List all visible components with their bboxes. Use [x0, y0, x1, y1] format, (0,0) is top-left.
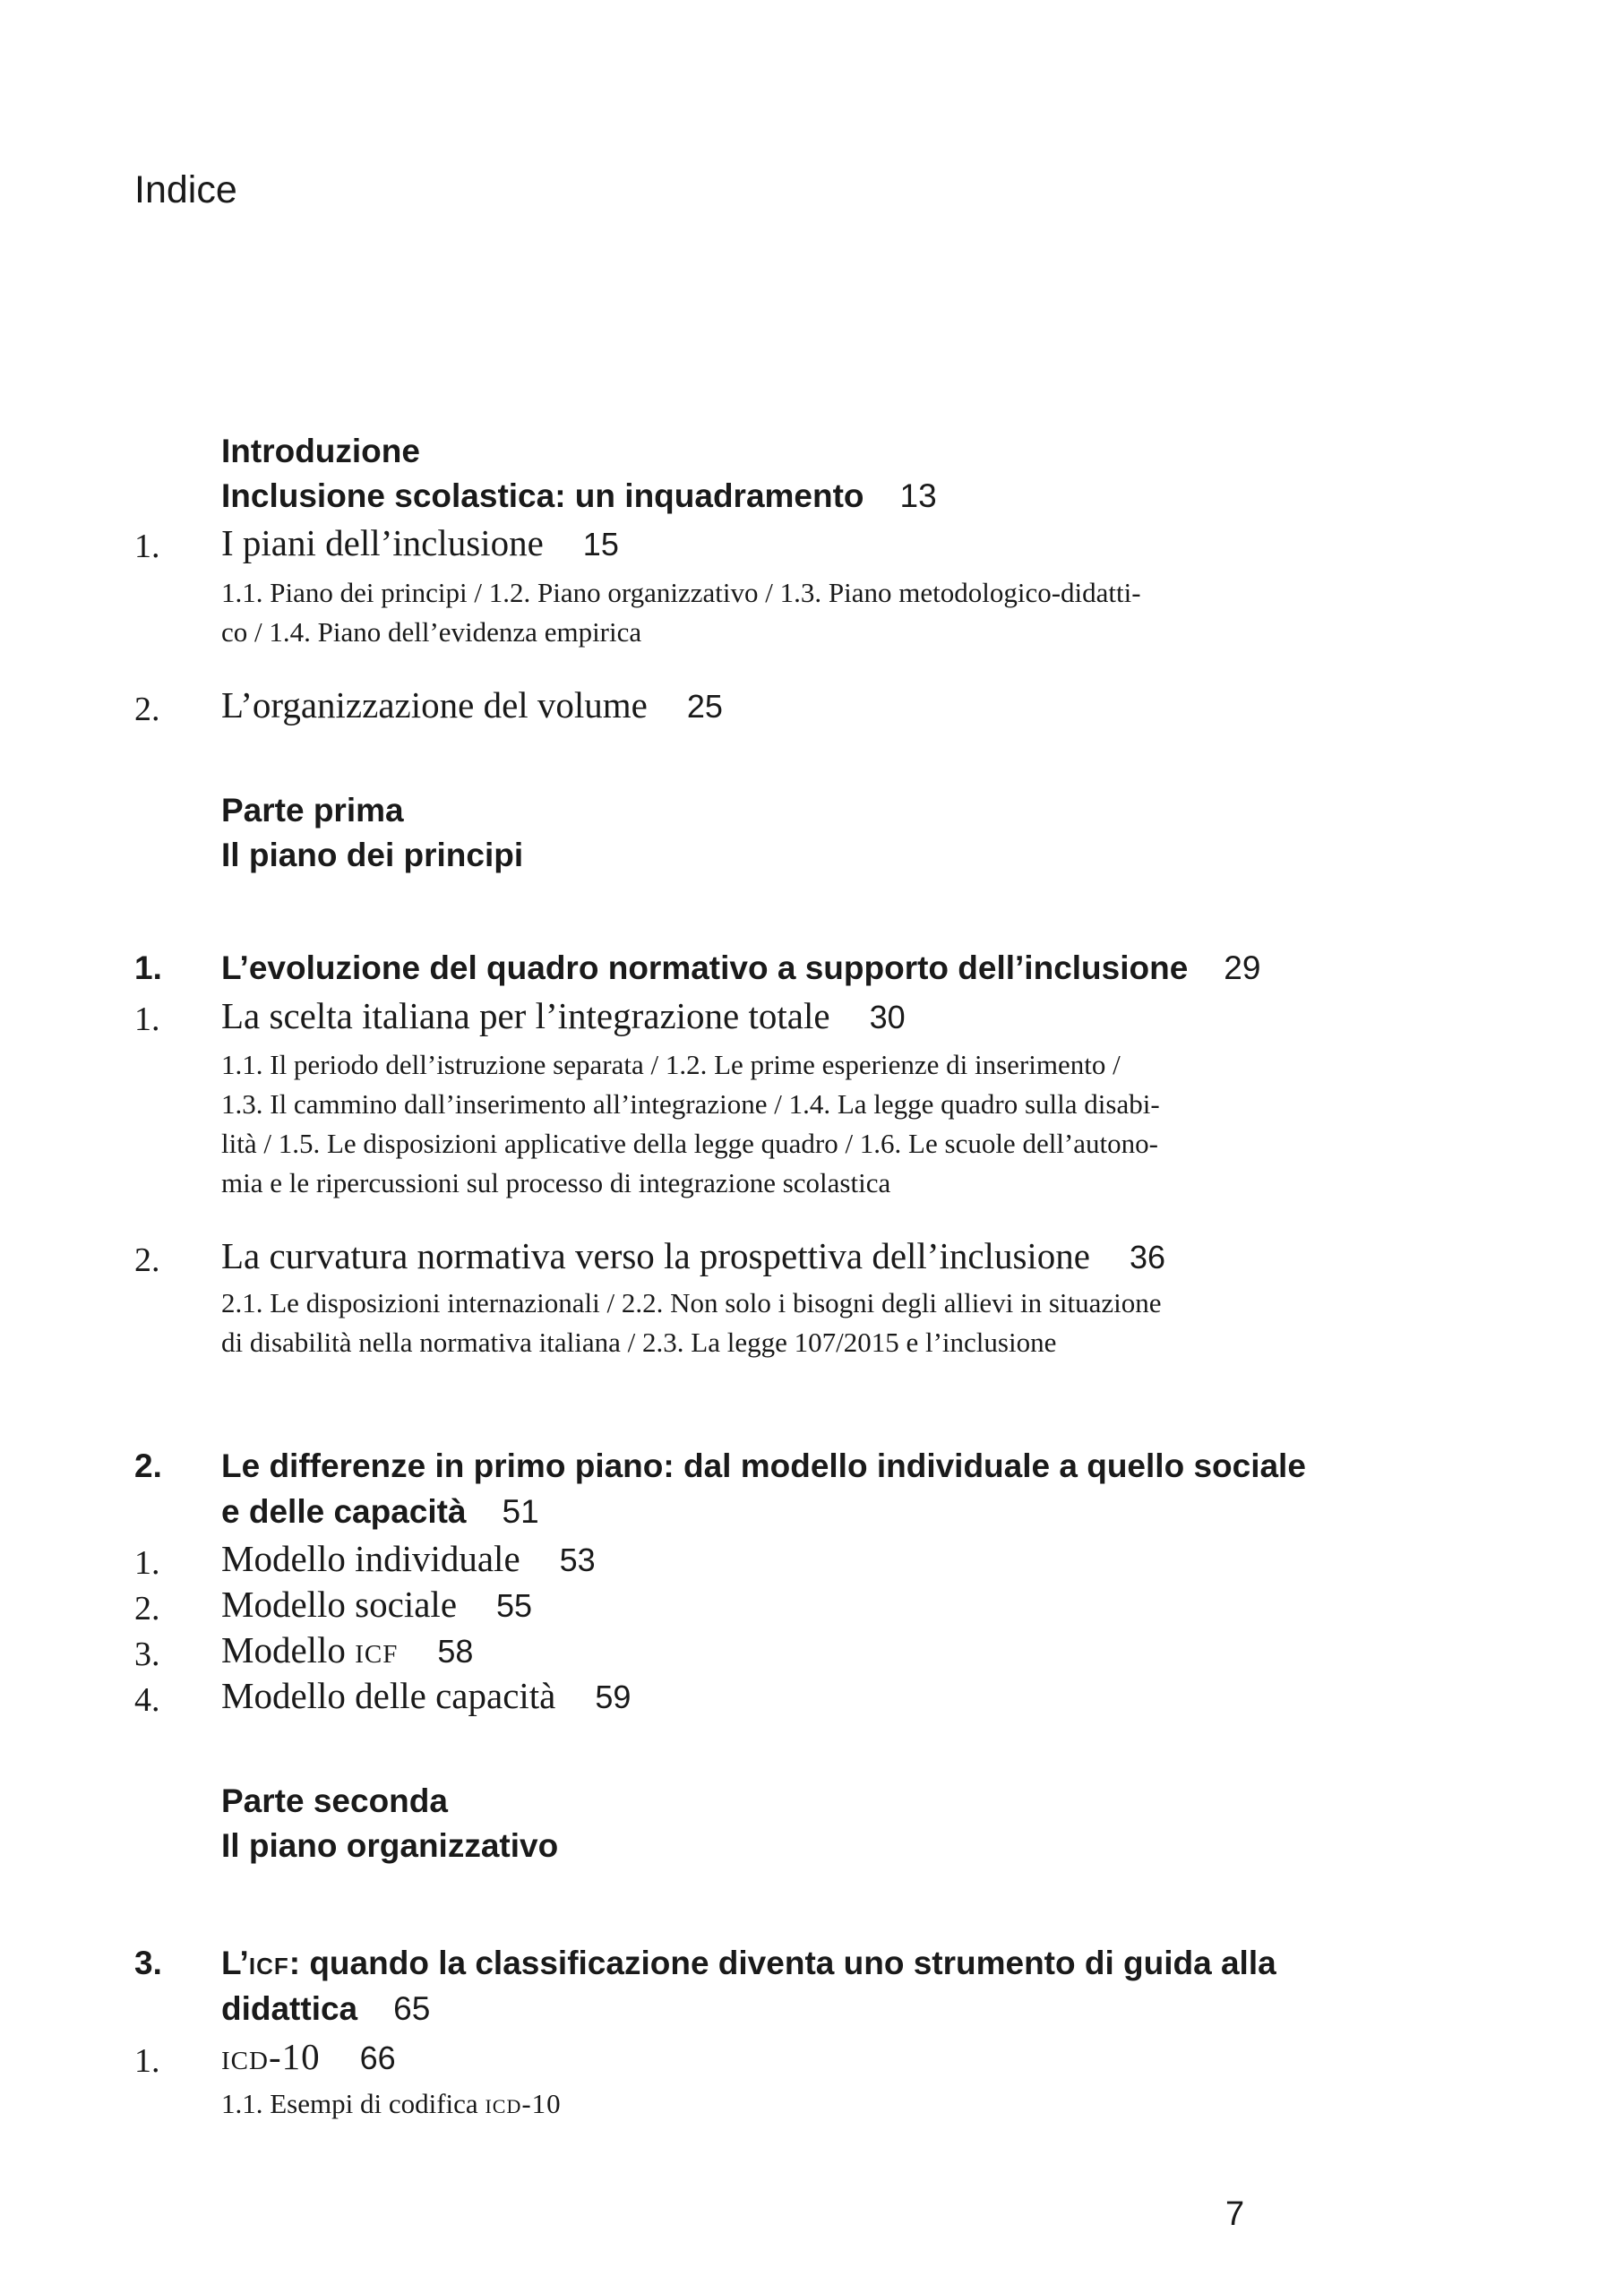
chapter-1-section-1[interactable] [221, 994, 906, 1037]
intro-title-text: Inclusione scolastica: un inquadramento [221, 477, 864, 514]
chapter-2-page: 51 [502, 1493, 539, 1530]
chapter-1-section-1-sub-line-2: 1.3. Il cammino dall’inserimento all’integrazione / 1.4. La legge quadro sulla disabi- [221, 1088, 1160, 1120]
chapter-1-title: L’evoluzione del quadro normativo a supporto dell’inclusione [221, 949, 1189, 986]
chapter-1-section-1-number: 1. [134, 1001, 160, 1038]
intro-section-2-number: 2. [134, 691, 160, 728]
intro-page-number: 13 [899, 477, 937, 514]
page-number: 7 [1225, 2195, 1245, 2233]
chapter-3-section-1-number: 1. [134, 2042, 160, 2080]
chapter-1-section-2-title: La curvatura normativa verso la prospettiva dell’inclusione [221, 1235, 1090, 1276]
chapter-2-section-1-title: Modello individuale [221, 1538, 520, 1579]
chapter-1[interactable] [221, 949, 1260, 987]
intro-section-1-sub-line-2: co / 1.4. Piano dell’evidenza empirica [221, 616, 642, 648]
chapter-1-section-1-sub-line-3: lità / 1.5. Le disposizioni applicative della legge quadro / 1.6. Le scuole dell’autono- [221, 1128, 1158, 1159]
chapter-2-title-line-2[interactable] [221, 1493, 539, 1531]
chapter-1-section-2-sub-line-1: 2.1. Le disposizioni internazionali / 2.2. Non solo i bisogni degli allievi in situazione [221, 1287, 1162, 1318]
chapter-2-section-1-number: 1. [134, 1544, 160, 1582]
chapter-1-section-1-sub-line-4: mia e le ripercussioni sul processo di integrazione scolastica [221, 1167, 891, 1198]
chapter-3-section-1[interactable] [221, 2035, 396, 2078]
intro-title[interactable] [221, 477, 937, 515]
chapter-3-number: 3. [134, 1945, 162, 1981]
chapter-3-section-1-sub-acronym: icd-10 [485, 2088, 562, 2119]
chapter-2-section-4-number: 4. [134, 1681, 160, 1719]
page-title: Indice [134, 168, 237, 211]
chapter-1-section-1-page: 30 [869, 999, 906, 1035]
chapter-3-section-1-page: 66 [359, 2040, 396, 2076]
chapter-1-section-1-title: La scelta italiana per l’integrazione totale [221, 995, 830, 1036]
chapter-2-section-4[interactable] [221, 1674, 631, 1717]
chapter-1-number: 1. [134, 949, 162, 986]
chapter-1-section-2-page: 36 [1130, 1239, 1166, 1275]
part-1-label: Parte prima [221, 792, 404, 829]
chapter-2-section-3-title-acronym: icf [355, 1629, 399, 1670]
chapter-2-section-4-page: 59 [595, 1679, 632, 1715]
chapter-1-page: 29 [1224, 949, 1261, 986]
intro-section-2[interactable] [221, 683, 723, 726]
chapter-2-section-3-title-prefix: Modello [221, 1629, 346, 1670]
chapter-3-title-line-2[interactable] [221, 1990, 430, 2028]
intro-section-1-sub-line-1: 1.1. Piano dei principi / 1.2. Piano organizzativo / 1.3. Piano metodologico-didatti- [221, 577, 1141, 608]
chapter-1-section-2[interactable] [221, 1234, 1165, 1277]
chapter-3-title-prefix: L’ [221, 1945, 249, 1981]
chapter-3-section-1-sub-prefix: 1.1. Esempi di codifica [221, 2088, 478, 2119]
chapter-2-section-2[interactable] [221, 1583, 532, 1626]
intro-label[interactable]: Introduzione [221, 433, 420, 469]
intro-section-1-title: I piani dell’inclusione [221, 522, 544, 563]
intro-section-1-page: 15 [582, 526, 619, 563]
chapter-2-section-1[interactable] [221, 1537, 596, 1580]
chapter-2-section-2-number: 2. [134, 1590, 160, 1627]
part-2-title: Il piano organizzativo [221, 1827, 559, 1864]
chapter-1-section-1-sub-line-1: 1.1. Il periodo dell’istruzione separata / 1.2. Le prime esperienze di inserimento / [221, 1049, 1121, 1080]
chapter-3-section-1-sub [221, 2084, 562, 2124]
part-1-title: Il piano dei principi [221, 837, 524, 873]
chapter-2-section-2-title: Modello sociale [221, 1584, 458, 1625]
chapter-2-section-4-title: Modello delle capacità [221, 1675, 556, 1716]
intro-section-2-title: L’organizzazione del volume [221, 684, 648, 726]
chapter-2-section-1-page: 53 [559, 1542, 596, 1578]
chapter-2-section-3-page: 58 [437, 1633, 474, 1670]
chapter-2-section-3[interactable] [221, 1628, 473, 1671]
intro-section-1-number: 1. [134, 528, 160, 565]
chapter-2-section-2-page: 55 [496, 1587, 533, 1624]
chapter-2-title-line-1[interactable]: Le differenze in primo piano: dal modello individuale a quello sociale [221, 1447, 1306, 1484]
chapter-3-title-line-2-text: didattica [221, 1990, 358, 2027]
chapter-2-number: 2. [134, 1447, 162, 1484]
intro-section-2-page: 25 [686, 688, 723, 725]
chapter-3-page: 65 [393, 1990, 431, 2027]
part-2-label: Parte seconda [221, 1782, 448, 1819]
chapter-1-section-2-sub-line-2: di disabilità nella normativa italiana / 2.3. La legge 107/2015 e l’inclusione [221, 1327, 1057, 1358]
chapter-3-title-rest: : quando la classificazione diventa uno strumento di guida alla [288, 1945, 1276, 1981]
chapter-3-section-1-title-acronym: icd-10 [221, 2036, 321, 2077]
chapter-2-title-line-2-text: e delle capacità [221, 1493, 467, 1530]
chapter-3-title-acronym: icf [248, 1945, 289, 1981]
chapter-1-section-2-number: 2. [134, 1241, 160, 1279]
chapter-2-section-3-number: 3. [134, 1636, 160, 1673]
chapter-3-title-line-1[interactable] [221, 1945, 1276, 1982]
intro-section-1[interactable] [221, 521, 619, 564]
